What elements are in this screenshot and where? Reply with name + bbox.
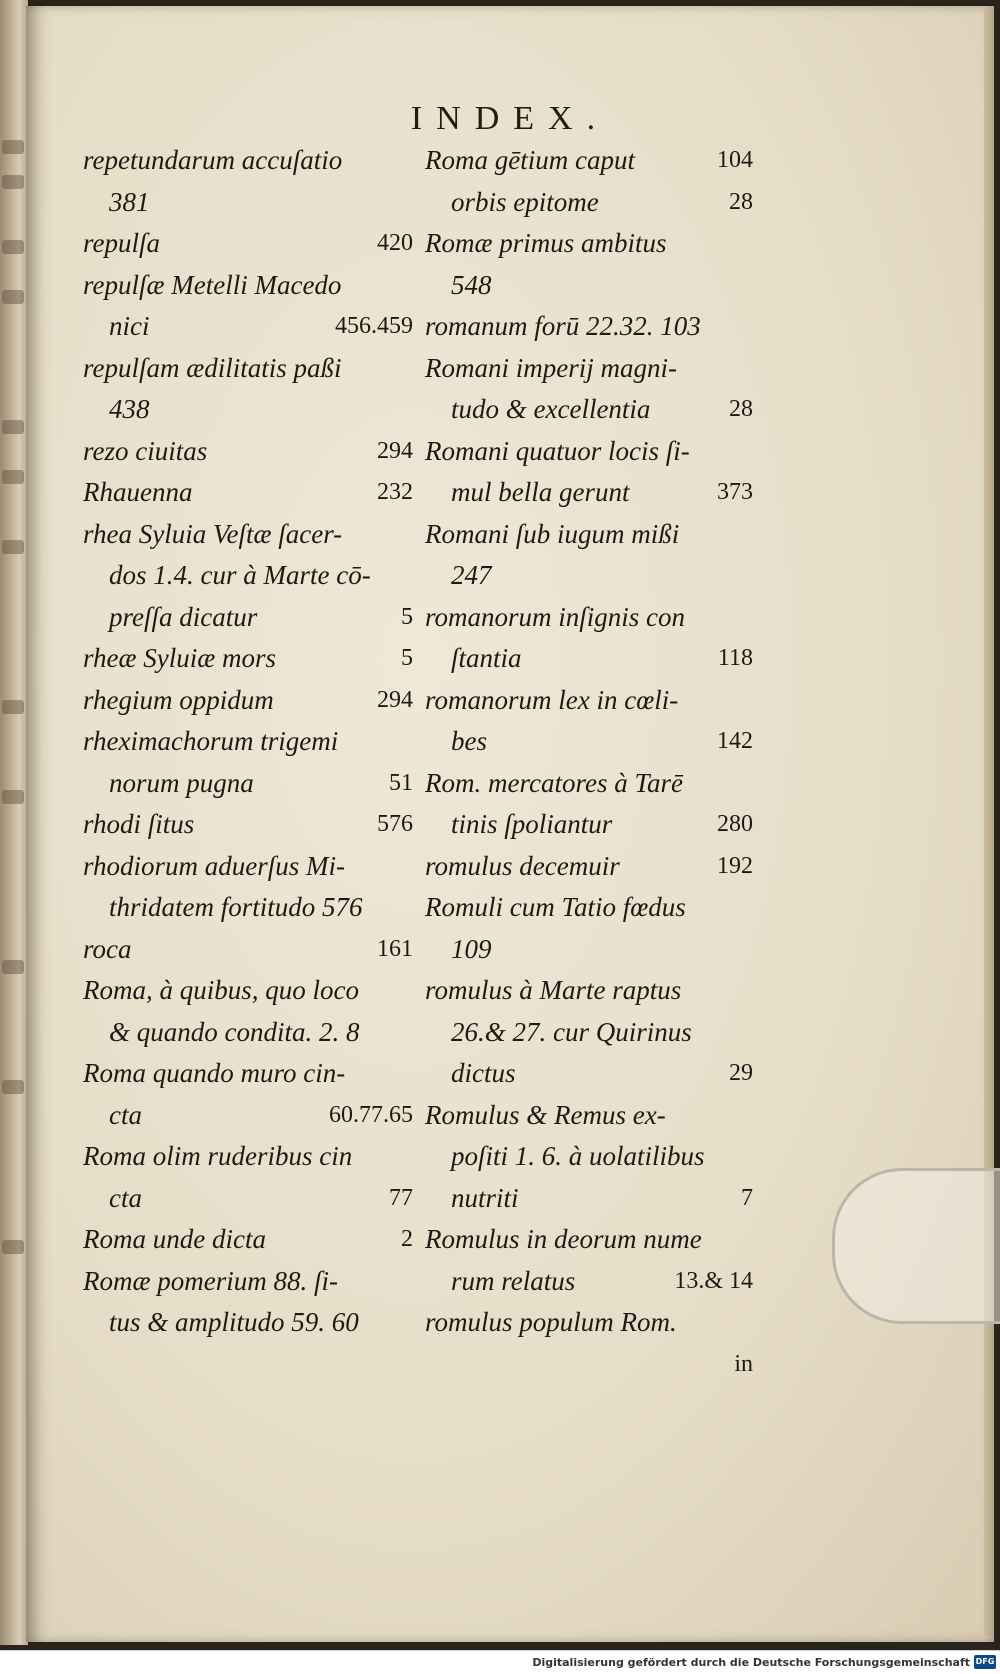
index-entry-line — [83, 804, 413, 846]
index-entry-line — [425, 1053, 753, 1095]
index-entry-line — [83, 265, 413, 307]
index-entry-line — [83, 1012, 413, 1054]
index-entry-page-number: 232 — [377, 479, 413, 505]
index-entry-text: Roma gētium caput — [425, 145, 635, 175]
index-entry-line — [83, 597, 413, 639]
index-entry-text: tinis ſpoliantur — [451, 809, 613, 839]
index-entry-line — [83, 970, 413, 1012]
index-entry-page-number: 28 — [729, 396, 753, 422]
index-entry-line — [83, 1136, 413, 1178]
index-entry-text: romanorum lex in cœli- — [425, 684, 679, 715]
index-entry-line — [425, 1136, 753, 1178]
index-entry-text: romanum forū 22.32. 103 — [425, 311, 701, 341]
index-entry-line — [83, 514, 413, 556]
index-entry-text: roca — [83, 933, 132, 964]
index-entry-page-number: 29 — [729, 1060, 753, 1086]
index-entry-text: 247 — [451, 560, 492, 590]
index-entry-line — [83, 638, 413, 680]
page-edge — [984, 6, 994, 1636]
index-entry-line — [83, 555, 413, 597]
index-entry-line — [425, 555, 753, 597]
index-entry-page-number: 104 — [717, 147, 753, 173]
index-entry-page-number: 420 — [377, 230, 413, 256]
index-entry-line — [83, 431, 413, 473]
index-entry-line — [83, 140, 413, 182]
index-entry-page-number: 142 — [717, 728, 753, 754]
index-entry-text: tus & amplitudo 59. 60 — [109, 1307, 359, 1337]
index-entry-text: repulſa — [83, 228, 160, 258]
index-entry-text: thridatem fortitudo 576 — [109, 892, 363, 922]
index-entry-line — [425, 929, 753, 971]
index-entry-line — [425, 265, 753, 307]
index-entry-page-number: 77 — [389, 1184, 413, 1211]
index-entry-text: rhegium oppidum — [83, 684, 274, 715]
index-entry-page-number: 161 — [377, 935, 413, 962]
index-entry-text: cta — [109, 1099, 142, 1130]
index-entry-page-number: 5 — [401, 603, 413, 630]
index-entry-line — [83, 1302, 413, 1344]
index-entry-text: & quando condita. 2. 8 — [109, 1016, 360, 1047]
index-entry-text: tudo & excellentia — [451, 394, 651, 424]
index-entry-text: repetundarum accuſatio — [83, 145, 343, 175]
index-entry-line — [83, 721, 413, 763]
index-entry-line — [425, 472, 753, 514]
index-entry-text: Rom. mercatores à Tarē — [425, 767, 683, 798]
index-entry-line — [425, 1178, 753, 1220]
index-entry-line — [425, 306, 753, 348]
index-entry-text: Romani ſub iugum mißi — [425, 518, 680, 549]
index-entry-line — [425, 970, 753, 1012]
index-entry-line — [83, 306, 413, 348]
index-entry-line — [83, 763, 413, 805]
index-entry-page-number: 192 — [717, 852, 753, 879]
index-entry-text: dos 1.4. cur à Marte cō- — [109, 560, 371, 590]
index-entry-text: Romæ primus ambitus — [425, 228, 667, 258]
index-entry-text: romulus populum Rom. — [425, 1307, 677, 1337]
index-entry-line — [83, 1053, 413, 1095]
index-entry-line — [425, 1095, 753, 1137]
index-entry-text: Romæ pomerium 88. ſi- — [83, 1265, 338, 1296]
index-entry-line — [425, 389, 753, 431]
index-entry-line — [83, 1261, 413, 1303]
index-entry-page-number: 2 — [401, 1226, 413, 1252]
index-entry-text: rhodiorum aduerſus Mi- — [83, 850, 346, 881]
index-entry-line — [83, 223, 413, 265]
footer-credit: Digitalisierung gefördert durch die Deutsche Forschungsgemeinschaft — [532, 1656, 970, 1669]
index-entry-text: 26.& 27. cur Quirinus — [451, 1016, 692, 1047]
index-entry-page-number: 294 — [377, 686, 413, 713]
index-column-left — [83, 140, 413, 1344]
index-entry-page-number: 60.77.65 — [329, 1101, 413, 1128]
index-entry-text: mul bella gerunt — [451, 477, 630, 507]
dfg-logo-icon: DFG — [974, 1655, 996, 1669]
index-entry-text: bes — [451, 726, 487, 756]
index-entry-line — [425, 846, 753, 888]
index-entry-line — [425, 514, 753, 556]
index-entry-text: 548 — [451, 269, 492, 300]
index-entry-text: Romani quatuor locis ſi- — [425, 435, 690, 466]
index-entry-line — [83, 1095, 413, 1137]
index-entry-page-number: 51 — [389, 769, 413, 796]
index-entry-line — [425, 1344, 753, 1386]
index-entry-text: norum pugna — [109, 767, 254, 798]
index-entry-line — [83, 887, 413, 929]
index-entry-text: rhodi ſitus — [83, 809, 195, 839]
index-entry-page-number: 456.459 — [335, 313, 413, 339]
index-entry-line — [425, 182, 753, 224]
index-entry-text: Romuli cum Tatio fœdus — [425, 892, 686, 922]
footer-bar — [0, 1650, 1000, 1674]
index-entry-text: Romani imperij magni- — [425, 352, 677, 383]
index-entry-text: ſtantia — [451, 643, 522, 673]
index-entry-line — [425, 763, 753, 805]
index-column-right — [425, 140, 753, 1385]
index-entry-text: poſiti 1. 6. à uolatilibus — [451, 1141, 705, 1171]
page-marker-tab — [832, 1168, 1000, 1324]
index-entry-text: repulſam ædilitatis paßi — [83, 352, 342, 383]
index-entry-text: rheæ Syluiæ mors — [83, 643, 277, 673]
index-entry-page-number: 13.& 14 — [674, 1267, 753, 1294]
index-entry-text: romulus decemuir — [425, 850, 620, 881]
index-entry-line — [425, 680, 753, 722]
index-entry-text: Romulus in deorum nume — [425, 1224, 702, 1254]
index-entry-text: rhea Syluia Veſtæ ſacer- — [83, 518, 343, 549]
index-entry-text: rheximachorum trigemi — [83, 726, 339, 756]
index-entry-page-number: 7 — [741, 1184, 753, 1211]
index-entry-line — [425, 1261, 753, 1303]
index-entry-line — [83, 1219, 413, 1261]
index-entry-line — [83, 389, 413, 431]
index-entry-text: Romulus & Remus ex- — [425, 1099, 666, 1130]
index-entry-text: rezo ciuitas — [83, 435, 208, 466]
index-entry-text: rum relatus — [451, 1265, 576, 1296]
index-entry-page-number: 373 — [717, 479, 753, 505]
index-entry-page-number: 5 — [401, 645, 413, 671]
index-entry-line — [83, 472, 413, 514]
index-entry-page-number: 118 — [717, 645, 753, 671]
index-entry-text: repulſæ Metelli Macedo — [83, 269, 342, 300]
index-entry-text: 109 — [451, 933, 492, 964]
index-entry-line — [83, 182, 413, 224]
page-heading: INDEX. — [410, 100, 610, 137]
index-entry-line — [425, 348, 753, 390]
index-entry-line — [425, 431, 753, 473]
index-entry-text: dictus — [451, 1058, 516, 1088]
index-entry-text: Roma, à quibus, quo loco — [83, 975, 359, 1005]
index-entry-text: nutriti — [451, 1182, 519, 1213]
index-entry-text: Roma olim ruderibus cin — [83, 1141, 353, 1171]
index-entry-text: orbis epitome — [451, 186, 599, 217]
index-entry-text: romulus à Marte raptus — [425, 975, 682, 1005]
index-entry-page-number: 576 — [377, 811, 413, 837]
index-entry-line — [83, 1178, 413, 1220]
index-entry-line — [425, 1219, 753, 1261]
index-entry-line — [425, 721, 753, 763]
index-entry-line — [425, 1012, 753, 1054]
index-entry-line — [425, 804, 753, 846]
index-entry-text: 381 — [109, 186, 150, 217]
index-entry-text: preſſa dicatur — [109, 601, 258, 632]
index-entry-text: romanorum inſignis con — [425, 601, 686, 632]
index-entry-text: 438 — [109, 394, 150, 424]
index-entry-line — [83, 846, 413, 888]
index-entry-page-number: 28 — [729, 188, 753, 215]
index-entry-page-number: in — [734, 1350, 753, 1377]
previous-page-edge — [0, 0, 28, 1645]
index-entry-line — [83, 680, 413, 722]
index-entry-text: Rhauenna — [83, 477, 193, 507]
index-entry-text: Roma unde dicta — [83, 1224, 266, 1254]
index-entry-page-number: 294 — [377, 437, 413, 464]
index-entry-line — [425, 638, 753, 680]
index-entry-line — [425, 887, 753, 929]
index-entry-text: cta — [109, 1182, 142, 1213]
index-entry-line — [425, 1302, 753, 1344]
index-entry-text: Roma quando muro cin- — [83, 1058, 346, 1088]
index-entry-line — [425, 597, 753, 639]
index-entry-page-number: 280 — [717, 811, 753, 837]
index-entry-line — [83, 929, 413, 971]
index-entry-line — [425, 223, 753, 265]
index-entry-line — [425, 140, 753, 182]
index-entry-text: nici — [109, 311, 150, 341]
index-entry-line — [83, 348, 413, 390]
